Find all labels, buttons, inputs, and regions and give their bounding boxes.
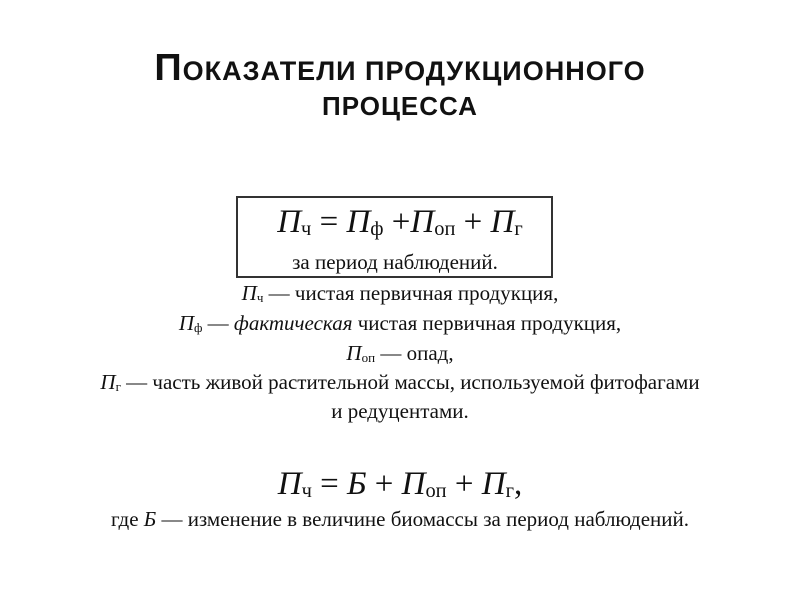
definition-p-op: [0, 340, 800, 371]
symbol-P: П: [346, 341, 362, 365]
symbol-P: П: [401, 466, 426, 502]
subscript-op: оп: [425, 480, 447, 503]
dash: —: [202, 311, 234, 335]
subscript-f: ф: [370, 218, 384, 241]
definition-p-g: [0, 369, 800, 400]
subscript-ch: ч: [256, 289, 264, 305]
plus-sign: +: [366, 466, 402, 502]
subscript-op: оп: [361, 349, 376, 365]
symbol-P: П: [410, 204, 435, 240]
definition-text: чистая первичная продукция,: [352, 311, 622, 335]
main-formula: [0, 202, 800, 249]
symbol-B: Б: [347, 466, 367, 502]
subscript-g: г: [514, 218, 523, 241]
title-line-1: [0, 47, 800, 89]
symbol-P: П: [481, 466, 506, 502]
definition-text: — часть живой растительной массы, используемой фитофагами: [120, 370, 700, 394]
definition-text: — чистая первичная продукция,: [263, 281, 559, 305]
symbol-P: П: [490, 204, 515, 240]
second-formula: [0, 464, 800, 511]
symbol-P: П: [100, 370, 116, 394]
plus-sign: +: [383, 204, 411, 240]
subscript-ch: ч: [301, 218, 312, 241]
where-prefix: где: [110, 507, 144, 531]
subscript-g: г: [115, 378, 121, 394]
symbol-B: Б: [143, 507, 157, 531]
title-line-2: ПРОЦЕССА: [322, 91, 478, 121]
plus-sign: +: [446, 466, 482, 502]
subscript-op: оп: [434, 218, 456, 241]
subscript-ch: ч: [301, 480, 312, 503]
title-first-letter: П: [154, 47, 183, 89]
definition-p-f: [0, 310, 800, 341]
formula-caption: за период наблюдений.: [292, 250, 498, 274]
equals-sign: =: [311, 466, 348, 502]
where-text: — изменение в величине биомассы за период наблюдений.: [156, 507, 690, 531]
subscript-f: ф: [193, 319, 203, 335]
definition-italic-word: фактическая: [233, 311, 353, 335]
subscript-g: г: [505, 480, 514, 503]
symbol-P: П: [346, 204, 371, 240]
definition-p-g-continuation: и редуцентами.: [331, 399, 469, 423]
equals-sign: =: [311, 204, 347, 240]
symbol-P: П: [241, 281, 257, 305]
symbol-P: П: [277, 466, 302, 502]
definition-text: — опад,: [375, 341, 454, 365]
plus-sign: +: [455, 204, 491, 240]
where-explanation: [0, 506, 800, 533]
title-line-1-text: ОКАЗАТЕЛИ ПРОДУКЦИОННОГО: [182, 56, 646, 86]
page-title: [0, 47, 800, 123]
definition-p-ch: [0, 280, 800, 311]
symbol-P: П: [178, 311, 194, 335]
comma: ,: [513, 466, 523, 502]
symbol-P: П: [277, 204, 302, 240]
